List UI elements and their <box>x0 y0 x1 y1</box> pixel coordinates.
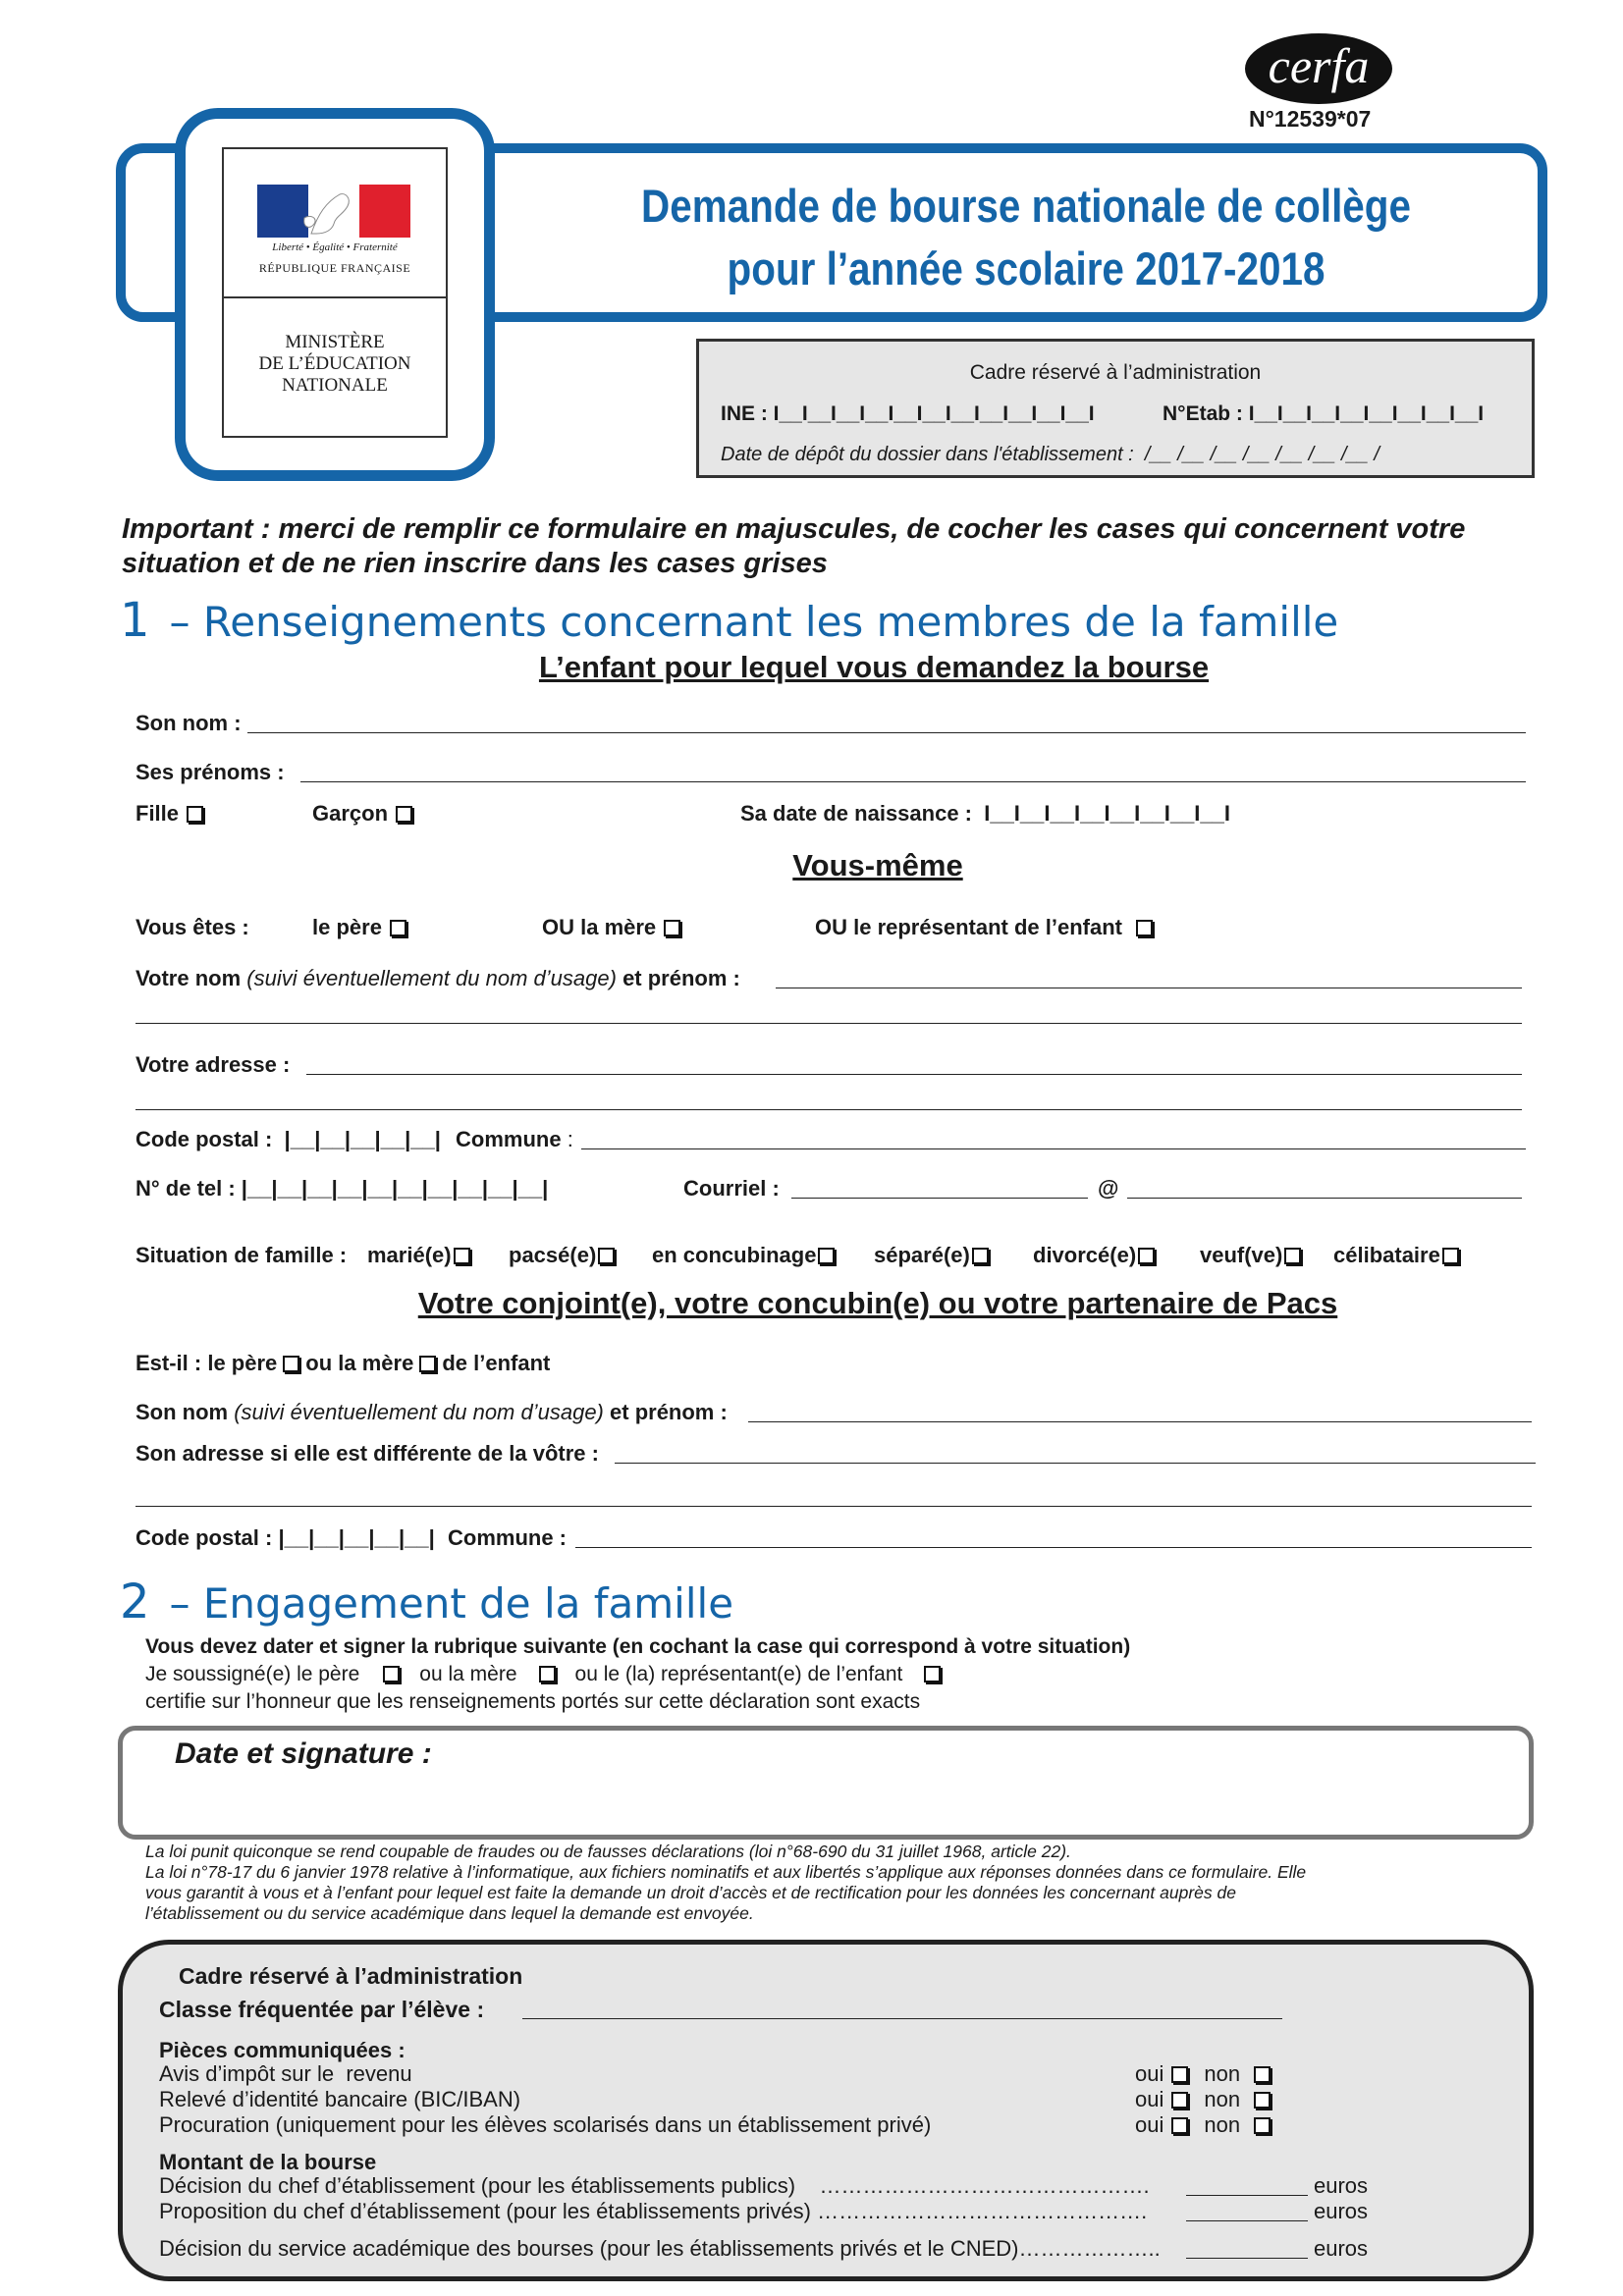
situation-divorce <box>1033 1243 1155 1268</box>
code-postal-field[interactable]: Code postal : |__|__|__|__|__| <box>135 1127 441 1151</box>
date-signature-label: Date et signature : <box>175 1737 432 1770</box>
piece-avis-impot-label: Avis d’impôt sur le revenu <box>159 2061 412 2086</box>
child-name-input[interactable] <box>247 732 1526 733</box>
soussigne-representant-checkbox[interactable] <box>924 1666 941 1682</box>
section-2-instruction: Vous devez dater et signer la rubrique suivante (en cochant la case qui correspond à votre situation) <box>145 1635 1131 1658</box>
representant-label: OU le représentant de l’enfant <box>815 915 1122 939</box>
at-symbol: @ <box>1098 1176 1119 1201</box>
proposition-chef-prive-input[interactable] <box>1186 2220 1308 2221</box>
situation-divorce-label: divorcé(e) <box>1033 1243 1137 1267</box>
decision-service-academique-input[interactable] <box>1186 2258 1308 2259</box>
piece-procuration-label: Procuration (uniquement pour les élèves scolarisés dans un établissement privé) <box>159 2112 932 2137</box>
son-nom-label-b: (suivi éventuellement du nom d’usage) <box>234 1400 604 1424</box>
ministry-line-1: MINISTÈRE <box>285 332 385 352</box>
son-nom-input[interactable] <box>748 1421 1532 1422</box>
situation-pacse <box>509 1243 615 1268</box>
republic-motto: Liberté • Égalité • Fraternité <box>272 241 398 253</box>
situation-pacse-checkbox[interactable] <box>598 1248 615 1264</box>
procuration-oui-checkbox[interactable] <box>1171 2117 1188 2134</box>
page-title <box>591 175 1461 300</box>
votre-nom-input-line2[interactable] <box>135 1023 1522 1024</box>
oui-label: oui <box>1135 2087 1164 2111</box>
netab-field: N°Etab : I__I__I__I__I__I__I__I__I <box>1163 402 1485 425</box>
son-nom-label <box>135 1400 728 1425</box>
legal-line-2: La loi n°78-17 du 6 janvier 1978 relative à l’informatique, aux fichiers nominatifs et aux libertés s’applique aux réponses données dans ce formulaire. Elle vous garantit à vous et à l’enfant pour lequel est faite la demande un droit d’accès et de rectification pour les données les concernant auprès de l’établissement ou du service académique dans lequel la demande est envoyée. <box>145 1862 1307 1923</box>
avis-non-checkbox[interactable] <box>1254 2066 1271 2083</box>
votre-adresse-input[interactable] <box>306 1074 1522 1075</box>
garcon-label: Garçon <box>312 801 389 826</box>
representant-option <box>815 915 1153 940</box>
votre-adresse-input-line2[interactable] <box>135 1109 1522 1110</box>
situation-pacse-label: pacsé(e) <box>509 1243 597 1267</box>
classe-input[interactable] <box>522 2018 1282 2019</box>
conjoint-mere-label: ou la mère <box>305 1351 414 1375</box>
conjoint-mere-checkbox[interactable] <box>419 1356 436 1372</box>
courriel-label: Courriel : <box>683 1176 780 1201</box>
garcon-checkbox[interactable] <box>396 806 412 823</box>
non-label: non <box>1204 2112 1241 2137</box>
piece-procuration-choice <box>1135 2112 1271 2138</box>
son-adresse-input[interactable] <box>615 1463 1536 1464</box>
mere-label: OU la mère <box>542 915 657 939</box>
decision-chef-public-label: Décision du chef d’établissement (pour les établissements publics) ………………………………………. <box>159 2173 1150 2198</box>
logo-divider <box>222 296 448 298</box>
euros-label: euros <box>1314 2236 1369 2261</box>
fille-checkbox[interactable] <box>187 806 203 823</box>
commune-input[interactable] <box>581 1148 1526 1149</box>
commune2-input[interactable] <box>575 1547 1532 1548</box>
conjoint-heading: Votre conjoint(e), votre concubin(e) ou votre partenaire de Pacs <box>417 1286 1338 1320</box>
admin-bottom-heading: Cadre réservé à l’administration <box>179 1963 523 1989</box>
rib-non-checkbox[interactable] <box>1254 2092 1271 2109</box>
situation-concubinage-checkbox[interactable] <box>818 1248 835 1264</box>
birthdate-field[interactable]: Sa date de naissance : I__I__I__I__I__I__I__I__I <box>740 801 1230 826</box>
telephone-field[interactable]: N° de tel : |__|__|__|__|__|__|__|__|__|__| <box>135 1176 549 1201</box>
soussigne-pere-checkbox[interactable] <box>383 1666 400 1682</box>
oui-label: oui <box>1135 2112 1164 2137</box>
legal-notice <box>145 1842 1324 1924</box>
montant-label: Montant de la bourse <box>159 2150 377 2174</box>
soussigne-row <box>145 1663 941 1686</box>
fille-label: Fille <box>135 801 180 826</box>
soussigne-representant-label: ou le (la) représentant(e) de l’enfant <box>574 1663 903 1685</box>
decision-service-academique-label: Décision du service académique des bourses (pour les établissements privés et le CNED)……………….. <box>159 2236 1161 2261</box>
non-label: non <box>1204 2087 1241 2111</box>
important-notice: Important : merci de remplir ce formulaire en majuscules, de cocher les cases qui concernent votre situation et de ne rien inscrire dans les cases grises <box>122 513 1466 579</box>
situation-veuf-checkbox[interactable] <box>1284 1248 1301 1264</box>
marianne-flag-icon <box>257 185 410 238</box>
votre-nom-label-c: et prénom : <box>622 966 740 990</box>
votre-nom-label <box>135 966 740 991</box>
section-1-label: – Renseignements concernant les membres de la famille <box>169 598 1339 646</box>
situation-separe-checkbox[interactable] <box>972 1248 989 1264</box>
admin-reserved-box-top <box>696 339 1535 478</box>
pieces-label: Pièces communiquées : <box>159 2038 406 2062</box>
certifie-text: certifie sur l’honneur que les renseignements portés sur cette déclaration sont exacts <box>145 1690 921 1713</box>
situation-marie <box>367 1243 470 1268</box>
situation-concubinage <box>652 1243 835 1268</box>
piece-rib-choice <box>1135 2087 1271 2112</box>
situation-label: Situation de famille : <box>135 1243 348 1267</box>
commune-colon: : <box>567 1127 573 1151</box>
est-il-label: Est-il : le père <box>135 1351 278 1375</box>
ine-field: INE : I__I__I__I__I__I__I__I__I__I__I__I <box>721 402 1095 425</box>
mere-option <box>542 915 680 940</box>
situation-celibataire <box>1333 1243 1459 1268</box>
votre-adresse-label: Votre adresse : <box>135 1052 291 1077</box>
rib-oui-checkbox[interactable] <box>1171 2092 1188 2109</box>
representant-checkbox[interactable] <box>1136 920 1153 936</box>
son-nom-label-a: Son nom <box>135 1400 229 1424</box>
decision-chef-public-input[interactable] <box>1186 2195 1308 2196</box>
ministry-line-2: DE L’ÉDUCATION <box>258 353 411 374</box>
est-il-row <box>135 1351 550 1376</box>
votre-nom-label-a: Votre nom <box>135 966 242 990</box>
vous-meme-heading: Vous-même <box>792 848 963 882</box>
pere-label: le père <box>312 915 382 939</box>
section-1-number: 1 <box>120 593 150 648</box>
fille-option <box>135 801 203 827</box>
situation-separe-label: séparé(e) <box>874 1243 970 1267</box>
republique-label: RÉPUBLIQUE FRANÇAISE <box>258 261 411 275</box>
child-name-label: Son nom : <box>135 711 242 735</box>
pere-checkbox[interactable] <box>390 920 406 936</box>
section-2-number: 2 <box>120 1575 150 1629</box>
votre-nom-label-b: (suivi éventuellement du nom d’usage) <box>246 966 617 990</box>
title-line-2: pour l’année scolaire 2017-2018 <box>727 242 1325 294</box>
euros-label: euros <box>1314 2199 1369 2223</box>
child-heading: L’enfant pour lequel vous demandez la bourse <box>538 650 1210 684</box>
soussigne-mere-label: ou la mère <box>419 1663 517 1685</box>
soussigne-label: Je soussigné(e) le père <box>145 1663 360 1685</box>
section-2-label: – Engagement de la famille <box>169 1579 734 1628</box>
ministry-name <box>222 332 448 397</box>
oui-label: oui <box>1135 2061 1164 2086</box>
situation-marie-label: marié(e) <box>367 1243 452 1267</box>
legal-line-1: La loi punit quiconque se rend coupable de fraudes ou de fausses déclarations (loi n°68-690 du 31 juillet 1968, article 22). <box>145 1842 1071 1861</box>
situation-separe <box>874 1243 989 1268</box>
son-nom-label-c: et prénom : <box>610 1400 728 1424</box>
code-postal2-field[interactable]: Code postal : |__|__|__|__|__| <box>135 1525 435 1550</box>
mere-checkbox[interactable] <box>664 920 680 936</box>
procuration-non-checkbox[interactable] <box>1254 2117 1271 2134</box>
admin-box-heading: Cadre réservé à l’administration <box>969 361 1262 384</box>
son-adresse-label: Son adresse si elle est différente de la vôtre : <box>135 1441 599 1466</box>
non-label: non <box>1204 2061 1241 2086</box>
situation-marie-checkbox[interactable] <box>454 1248 470 1264</box>
avis-oui-checkbox[interactable] <box>1171 2066 1188 2083</box>
child-firstnames-input[interactable] <box>300 781 1526 782</box>
commune-label <box>456 1127 573 1152</box>
ministry-line-3: NATIONALE <box>282 375 388 396</box>
situation-veuf <box>1200 1243 1301 1268</box>
situation-celibataire-checkbox[interactable] <box>1442 1248 1459 1264</box>
vous-etes-label: Vous êtes : <box>135 915 249 939</box>
section-1-title <box>120 593 1338 648</box>
title-line-1: Demande de bourse nationale de collège <box>641 180 1411 232</box>
situation-divorce-checkbox[interactable] <box>1138 1248 1155 1264</box>
euros-label: euros <box>1314 2173 1369 2198</box>
courriel-user-input[interactable] <box>791 1198 1088 1199</box>
garcon-option <box>312 801 412 827</box>
pere-option <box>312 915 406 940</box>
son-adresse-input-line2[interactable] <box>135 1506 1532 1507</box>
situation-veuf-label: veuf(ve) <box>1200 1243 1283 1267</box>
situation-celibataire-label: célibataire <box>1333 1243 1440 1267</box>
soussigne-mere-checkbox[interactable] <box>539 1666 556 1682</box>
section-2-title <box>120 1575 733 1629</box>
commune-label-text: Commune <box>456 1127 562 1151</box>
commune2-label: Commune : <box>448 1525 567 1550</box>
piece-avis-impot-choice <box>1135 2061 1271 2087</box>
cerfa-number: N°12539*07 <box>1249 106 1372 132</box>
piece-rib-label: Relevé d’identité bancaire (BIC/IBAN) <box>159 2087 521 2111</box>
conjoint-pere-checkbox[interactable] <box>283 1356 299 1372</box>
courriel-domain-input[interactable] <box>1127 1198 1522 1199</box>
classe-label: Classe fréquentée par l’élève : <box>159 1997 485 2022</box>
proposition-chef-prive-label: Proposition du chef d’établissement (pour les établissements privés) ………………………………………. <box>159 2199 1148 2223</box>
de-enfant-label: de l’enfant <box>442 1351 551 1375</box>
child-firstnames-label: Ses prénoms : <box>135 760 285 784</box>
cerfa-logo: cerfa <box>1245 33 1392 104</box>
situation-concubinage-label: en concubinage <box>652 1243 817 1267</box>
depot-date-field: Date de dépôt du dossier dans l'établissement : /__ /__ /__ /__ /__ /__ /__ / <box>721 444 1380 465</box>
